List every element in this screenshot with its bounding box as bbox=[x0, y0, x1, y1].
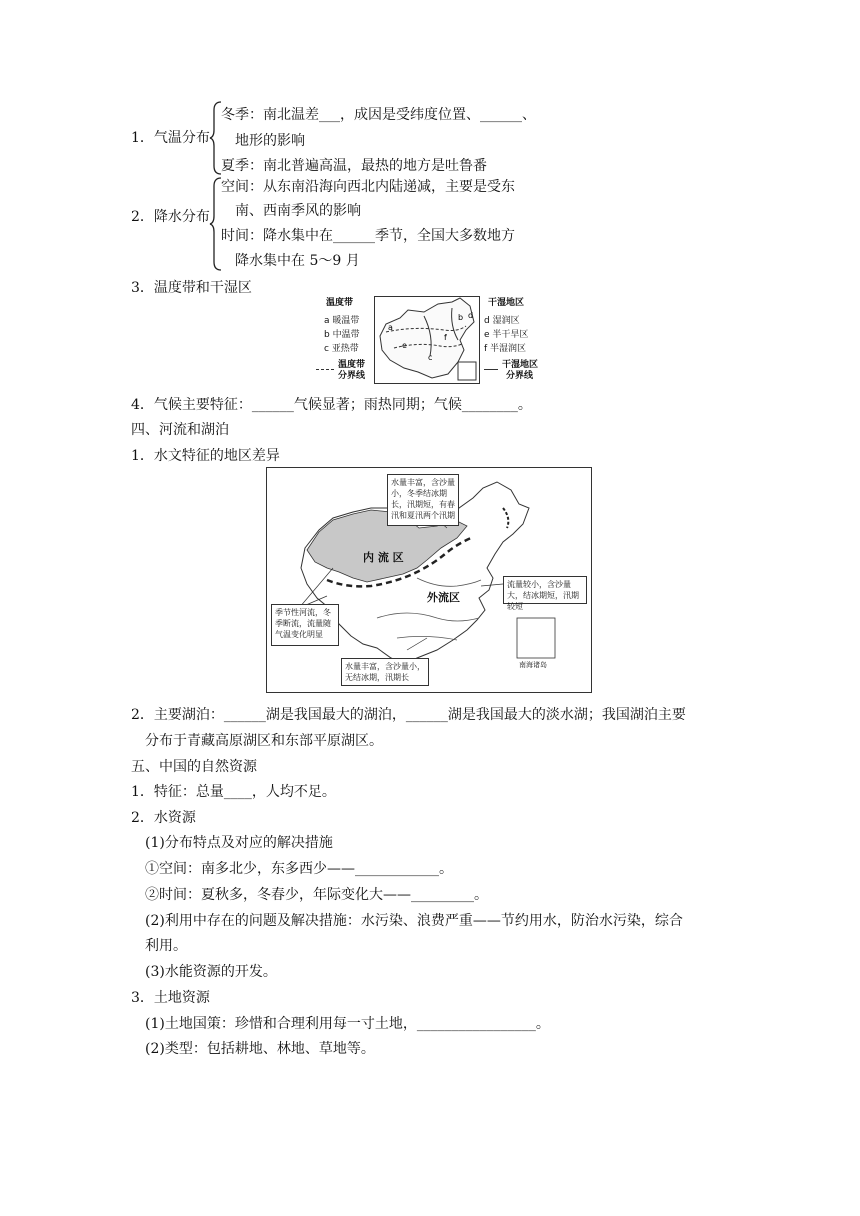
lakes-line: 2．主要湖泊：______湖是我国最大的湖泊，______湖是我国最大的淡水湖；我国湖泊主要 bbox=[131, 707, 686, 723]
legend-temp-title: 温度带 bbox=[326, 298, 354, 308]
callout-north: 水量丰富，含沙量小，冬季结冰期长，汛期短，有春汛和夏汛两个汛期 bbox=[387, 474, 459, 526]
water-label: 2．水资源 bbox=[131, 810, 196, 826]
rivers-heading: 四、河流和湖泊 bbox=[131, 422, 229, 438]
water-item: (1)分布特点及对应的解决措施 bbox=[145, 835, 333, 851]
legend-temp-line: 分界线 bbox=[338, 371, 366, 381]
precip-space-line-cont: 南、西南季风的影响 bbox=[235, 203, 361, 219]
temp-boundary-line-icon bbox=[316, 369, 334, 370]
humid-boundary-line-icon bbox=[484, 369, 498, 370]
resources-feature: 1．特征：总量____，人均不足。 bbox=[131, 784, 336, 800]
legend-temp-item: b 中温带 bbox=[324, 330, 360, 340]
precip-time-line: 时间：降水集中在______季节，全国大多数地方 bbox=[221, 228, 515, 244]
legend-humid-item: f 半湿润区 bbox=[484, 344, 527, 354]
lakes-line-cont: 分布于青藏高原湖区和东部平原湖区。 bbox=[145, 733, 383, 749]
temp-distribution-label: 1．气温分布 bbox=[131, 130, 210, 146]
land-item: (1)土地国策：珍惜和合理利用每一寸土地，_________________。 bbox=[145, 1016, 550, 1032]
legend-humid-item: d 湿润区 bbox=[484, 316, 520, 326]
zone-map bbox=[316, 296, 556, 386]
map-letter: b bbox=[458, 313, 464, 322]
callout-east: 流量较小，含沙量大，结冰期短，汛期较短 bbox=[503, 576, 587, 604]
legend-temp-item: c 亚热带 bbox=[324, 344, 359, 354]
zones-label: 3．温度带和干湿区 bbox=[131, 280, 252, 296]
climate-features: 4．气候主要特征：______气候显著；雨热同期；气候________。 bbox=[131, 397, 532, 413]
water-item: ②时间：夏秋多，冬春少，年际变化大——_________。 bbox=[145, 887, 488, 903]
map-letter: f bbox=[444, 333, 447, 342]
water-item: (2)利用中存在的问题及解决措施：水污染、浪费严重——节约用水，防治水污染，综合 bbox=[145, 913, 683, 929]
land-label: 3．土地资源 bbox=[131, 990, 210, 1006]
resources-heading: 五、中国的自然资源 bbox=[131, 759, 257, 775]
callout-west: 季节性河流，冬季断流，流量随气温变化明显 bbox=[271, 604, 339, 646]
map-letter: d bbox=[468, 311, 474, 320]
winter-line-cont: 地形的影响 bbox=[235, 133, 305, 149]
water-item-cont: 利用。 bbox=[145, 938, 187, 954]
water-item: ①空间：南多北少，东多西少——____________。 bbox=[145, 861, 453, 877]
winter-line: 冬季：南北温差___，成因是受纬度位置、______、 bbox=[221, 107, 536, 123]
inner-drainage-label: 内 流 区 bbox=[363, 551, 404, 564]
legend-humid-line: 分界线 bbox=[506, 371, 534, 381]
precip-distribution-label: 2．降水分布 bbox=[131, 209, 210, 225]
land-item: (2)类型：包括耕地、林地、草地等。 bbox=[145, 1041, 375, 1057]
river-map bbox=[266, 467, 592, 693]
legend-temp-line: 温度带 bbox=[338, 360, 366, 370]
outer-drainage-label: 外流区 bbox=[427, 591, 460, 604]
map-letter: e bbox=[402, 341, 407, 350]
precip-space-line: 空间：从东南沿海向西北内陆递减，主要是受东 bbox=[221, 179, 515, 195]
map-letter: a bbox=[388, 323, 393, 332]
summer-line: 夏季：南北普遍高温，最热的地方是吐鲁番 bbox=[221, 158, 487, 174]
inset-label: 南海诸岛 bbox=[519, 661, 547, 669]
water-item: (3)水能资源的开发。 bbox=[145, 964, 277, 980]
legend-humid-item: e 半干旱区 bbox=[484, 330, 529, 340]
map-letter: c bbox=[428, 353, 433, 362]
callout-south: 水量丰富，含沙量小，无结冰期，汛期长 bbox=[341, 658, 429, 686]
legend-humid-line: 干湿地区 bbox=[502, 360, 539, 370]
legend-humid-title: 干湿地区 bbox=[488, 298, 525, 308]
hydro-label: 1．水文特征的地区差异 bbox=[131, 448, 280, 464]
legend-temp-item: a 暖温带 bbox=[324, 316, 360, 326]
zone-map-drawing bbox=[374, 296, 480, 384]
precip-time-line-cont: 降水集中在 5～9 月 bbox=[235, 253, 360, 269]
